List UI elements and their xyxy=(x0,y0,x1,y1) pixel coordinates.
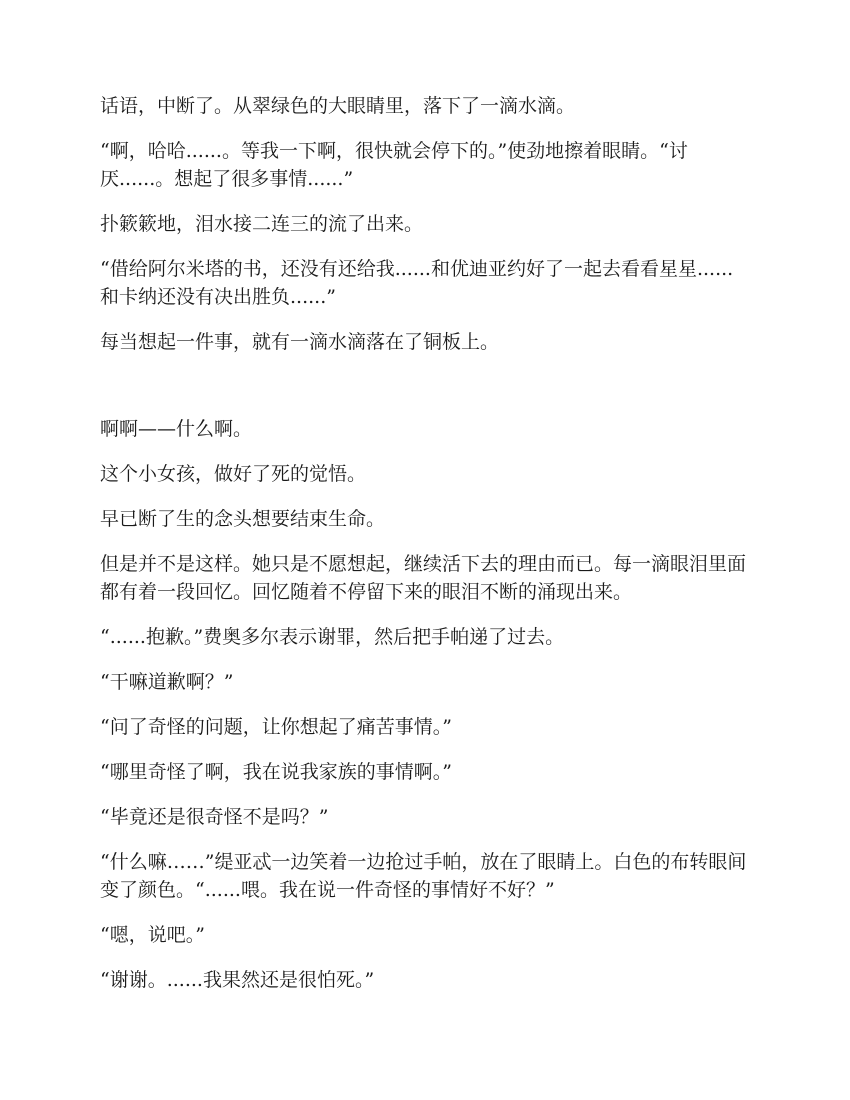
paragraph: “哪里奇怪了啊，我在说我家族的事情啊。” xyxy=(100,761,452,783)
paragraph: “谢谢。......我果然还是很怕死。” xyxy=(100,969,375,991)
paragraph: 话语，中断了。从翠绿色的大眼睛里，落下了一滴水滴。 xyxy=(100,95,576,117)
paragraph: “借给阿尔米塔的书，还没有还给我......和优迪亚约好了一起去看看星星......和卡纳还没有决出胜负......” xyxy=(100,258,734,308)
paragraph: “问了奇怪的问题，让你想起了痛苦事情。” xyxy=(100,716,452,738)
paragraph: 扑簌簌地，泪水接二连三的流了出来。 xyxy=(100,213,424,235)
paragraph: 这个小女孩，做好了死的觉悟。 xyxy=(100,463,367,485)
paragraph: “毕竟还是很奇怪不是吗？” xyxy=(100,806,329,828)
document-body xyxy=(100,92,750,1011)
paragraph: “啊，哈哈......。等我一下啊，很快就会停下的。”使劲地擦着眼睛。“讨厌......。想起了很多事情......” xyxy=(100,140,688,190)
paragraph: “干嘛道歉啊？” xyxy=(100,671,234,693)
paragraph: 啊啊——什么啊。 xyxy=(100,418,253,440)
paragraph: 但是并不是这样。她只是不愿想起，继续活下去的理由而已。每一滴眼泪里面都有着一段回忆。回忆随着不停留下来的眼泪不断的涌现出来。 xyxy=(100,553,747,603)
paragraph: “......抱歉。”费奥多尔表示谢罪，然后把手帕递了过去。 xyxy=(100,626,565,648)
paragraph: “什么嘛……”缇亚忒一边笑着一边抢过手帕，放在了眼睛上。白色的布转眼间变了颜色。“......喂。我在说一件奇怪的事情好不好？” xyxy=(100,851,747,901)
section-break xyxy=(100,373,750,415)
paragraph: “嗯，说吧。” xyxy=(100,924,205,946)
paragraph: 每当想起一件事，就有一滴水滴落在了铜板上。 xyxy=(100,331,500,353)
paragraph: 早已断了生的念头想要结束生命。 xyxy=(100,508,386,530)
